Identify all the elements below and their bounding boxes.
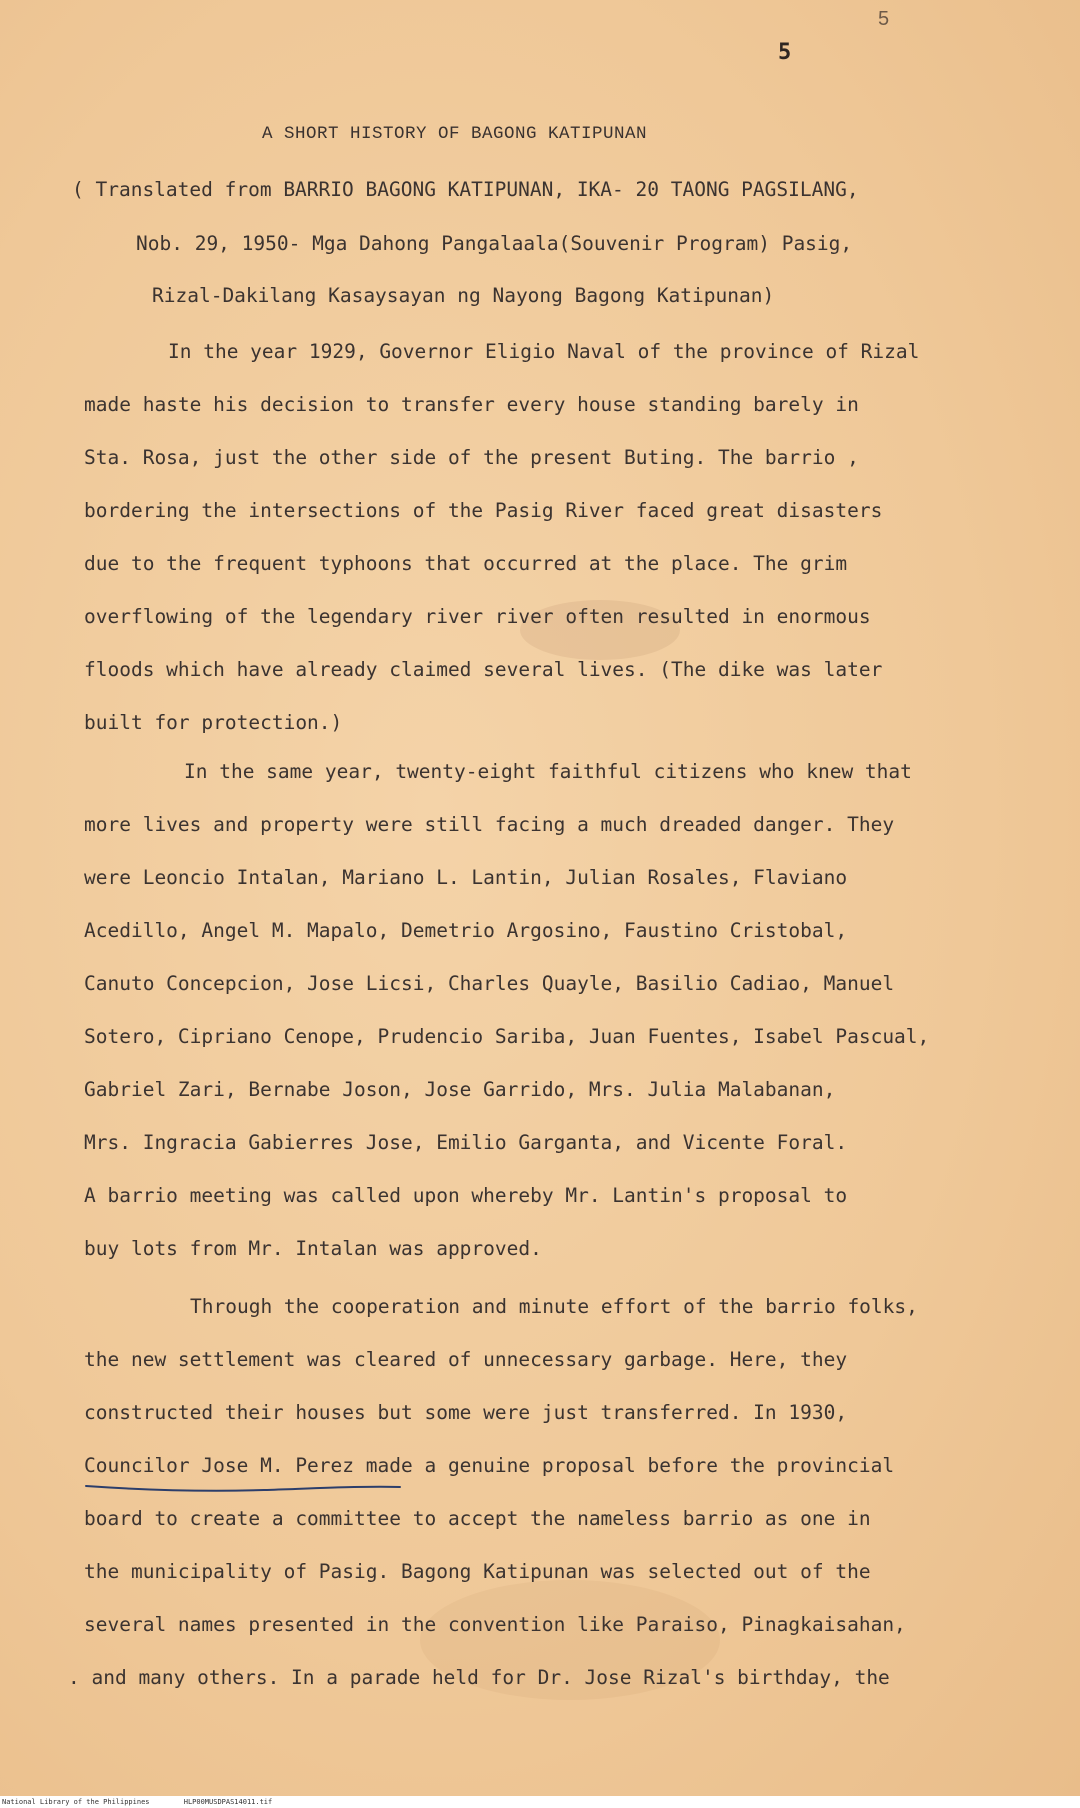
paragraph-line: were Leoncio Intalan, Mariano L. Lantin, Julian Rosales, Flaviano bbox=[84, 866, 848, 889]
source-line: Rizal-Dakilang Kasaysayan ng Nayong Bagong Katipunan) bbox=[152, 284, 775, 307]
paragraph-line: Mrs. Ingracia Gabierres Jose, Emilio Garganta, and Vicente Foral. bbox=[84, 1131, 848, 1154]
paragraph-line: constructed their houses but some were just transferred. In 1930, bbox=[84, 1401, 848, 1424]
document-title: A SHORT HISTORY OF BAGONG KATIPUNAN bbox=[262, 124, 648, 144]
paragraph-line: In the year 1929, Governor Eligio Naval of the province of Rizal bbox=[168, 340, 920, 363]
typed-page-number: 5 bbox=[778, 40, 792, 65]
printed-page-number: 5 bbox=[878, 8, 890, 30]
source-line: Nob. 29, 1950- Mga Dahong Pangalaala(Souvenir Program) Pasig, bbox=[136, 232, 853, 255]
paragraph-line: Councilor Jose M. Perez made a genuine proposal before the provincial bbox=[84, 1454, 895, 1477]
paragraph-line: Sotero, Cipriano Cenope, Prudencio Sariba, Juan Fuentes, Isabel Pascual, bbox=[84, 1025, 930, 1048]
paragraph-line: more lives and property were still facing a much dreaded danger. They bbox=[84, 813, 895, 836]
paragraph-line: several names presented in the convention like Paraiso, Pinagkaisahan, bbox=[84, 1613, 906, 1636]
paragraph-line: Sta. Rosa, just the other side of the present Buting. The barrio , bbox=[84, 446, 859, 469]
paragraph-line: overflowing of the legendary river river often resulted in enormous bbox=[84, 605, 871, 628]
scan-footer bbox=[0, 1796, 1080, 1808]
paragraph-line: bordering the intersections of the Pasig River faced great disasters bbox=[84, 499, 883, 522]
paragraph-line: Canuto Concepcion, Jose Licsi, Charles Quayle, Basilio Cadiao, Manuel bbox=[84, 972, 895, 995]
paragraph-line: . and many others. In a parade held for Dr. Jose Rizal's birthday, the bbox=[68, 1666, 890, 1689]
paragraph-line: Gabriel Zari, Bernabe Joson, Jose Garrido, Mrs. Julia Malabanan, bbox=[84, 1078, 836, 1101]
paragraph-line: buy lots from Mr. Intalan was approved. bbox=[84, 1237, 542, 1260]
paragraph-line: Acedillo, Angel M. Mapalo, Demetrio Argosino, Faustino Cristobal, bbox=[84, 919, 848, 942]
pen-underline bbox=[84, 1478, 404, 1494]
footer-filename: HLP00MUSDPAS14011.tif bbox=[183, 1798, 273, 1806]
footer-institution: National Library of the Philippines bbox=[2, 1798, 150, 1806]
paragraph-line: In the same year, twenty-eight faithful citizens who knew that bbox=[184, 760, 912, 783]
paragraph-line: the municipality of Pasig. Bagong Katipunan was selected out of the bbox=[84, 1560, 871, 1583]
paragraph-line: due to the frequent typhoons that occurred at the place. The grim bbox=[84, 552, 848, 575]
paragraph-line: the new settlement was cleared of unnecessary garbage. Here, they bbox=[84, 1348, 848, 1371]
paragraph-line: made haste his decision to transfer every house standing barely in bbox=[84, 393, 859, 416]
paragraph-line: board to create a committee to accept the nameless barrio as one in bbox=[84, 1507, 871, 1530]
source-line: ( Translated from BARRIO BAGONG KATIPUNAN, IKA- 20 TAONG PAGSILANG, bbox=[72, 178, 859, 201]
paragraph-line: A barrio meeting was called upon whereby Mr. Lantin's proposal to bbox=[84, 1184, 848, 1207]
paragraph-line: built for protection.) bbox=[84, 711, 343, 734]
paragraph-line: Through the cooperation and minute effort of the barrio folks, bbox=[190, 1295, 918, 1318]
paragraph-line: floods which have already claimed several lives. (The dike was later bbox=[84, 658, 883, 681]
